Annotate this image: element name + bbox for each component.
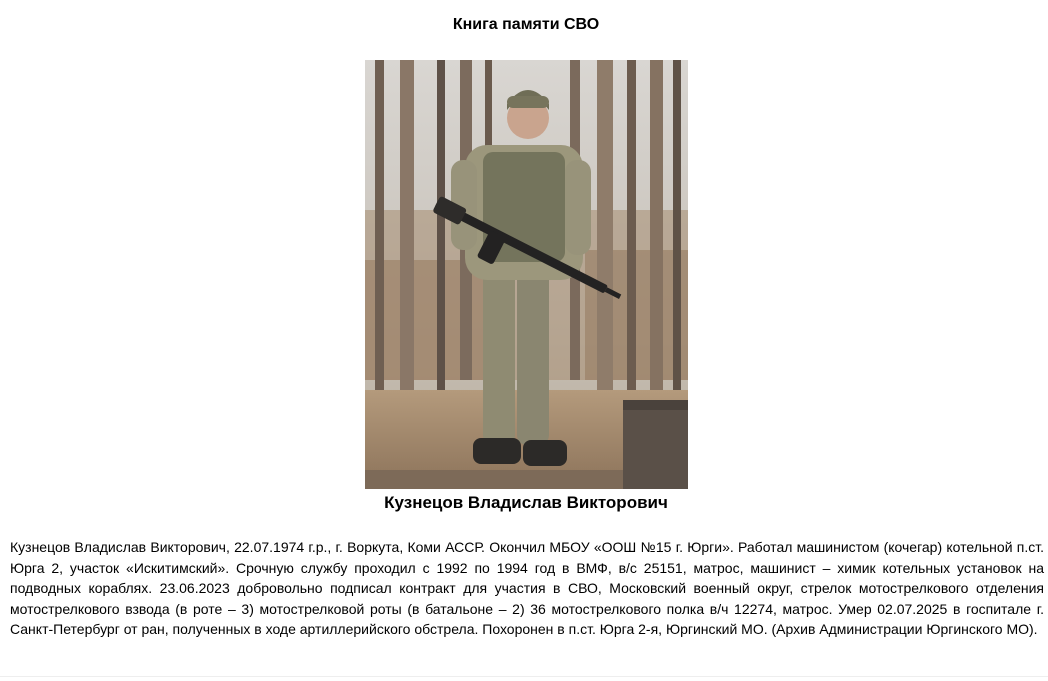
- page-title: Книга памяти СВО: [452, 16, 600, 33]
- person-name: Кузнецов Владислав Викторович: [384, 493, 668, 512]
- divider: [0, 676, 1048, 677]
- portrait-photo: [365, 60, 688, 489]
- biography-text: Кузнецов Владислав Викторович, 22.07.1974 г.р., г. Воркута, Коми АССР. Окончил МБОУ «ООШ №15 г. Юрги». Работал машинистом (кочегар) котельной п.ст. Юрга 2, участок «Искитимский». Срочную службу проходил с 1992 по 1994 год в ВМФ, в/с 25151, матрос, машинист – химик котельных установок на подводных кораблях. 23.06.2023 добровольно подписал контракт для участия в СВО, Московский военный округ, стрелок мотострелкового отделения мотострелкового взвода (в роте – 3) мотострелковой роты (в батальоне – 2) 36 мотострелкового полка в/ч 12274, матрос. Умер 02.07.2025 в госпитале г. Санкт-Петербург от ран, полученных в ходе артиллерийского обстрела. Похоронен в п.ст. Юрга 2-я, Юргинский МО. (Архив Администрации Юргинского МО).: [10, 539, 1044, 637]
